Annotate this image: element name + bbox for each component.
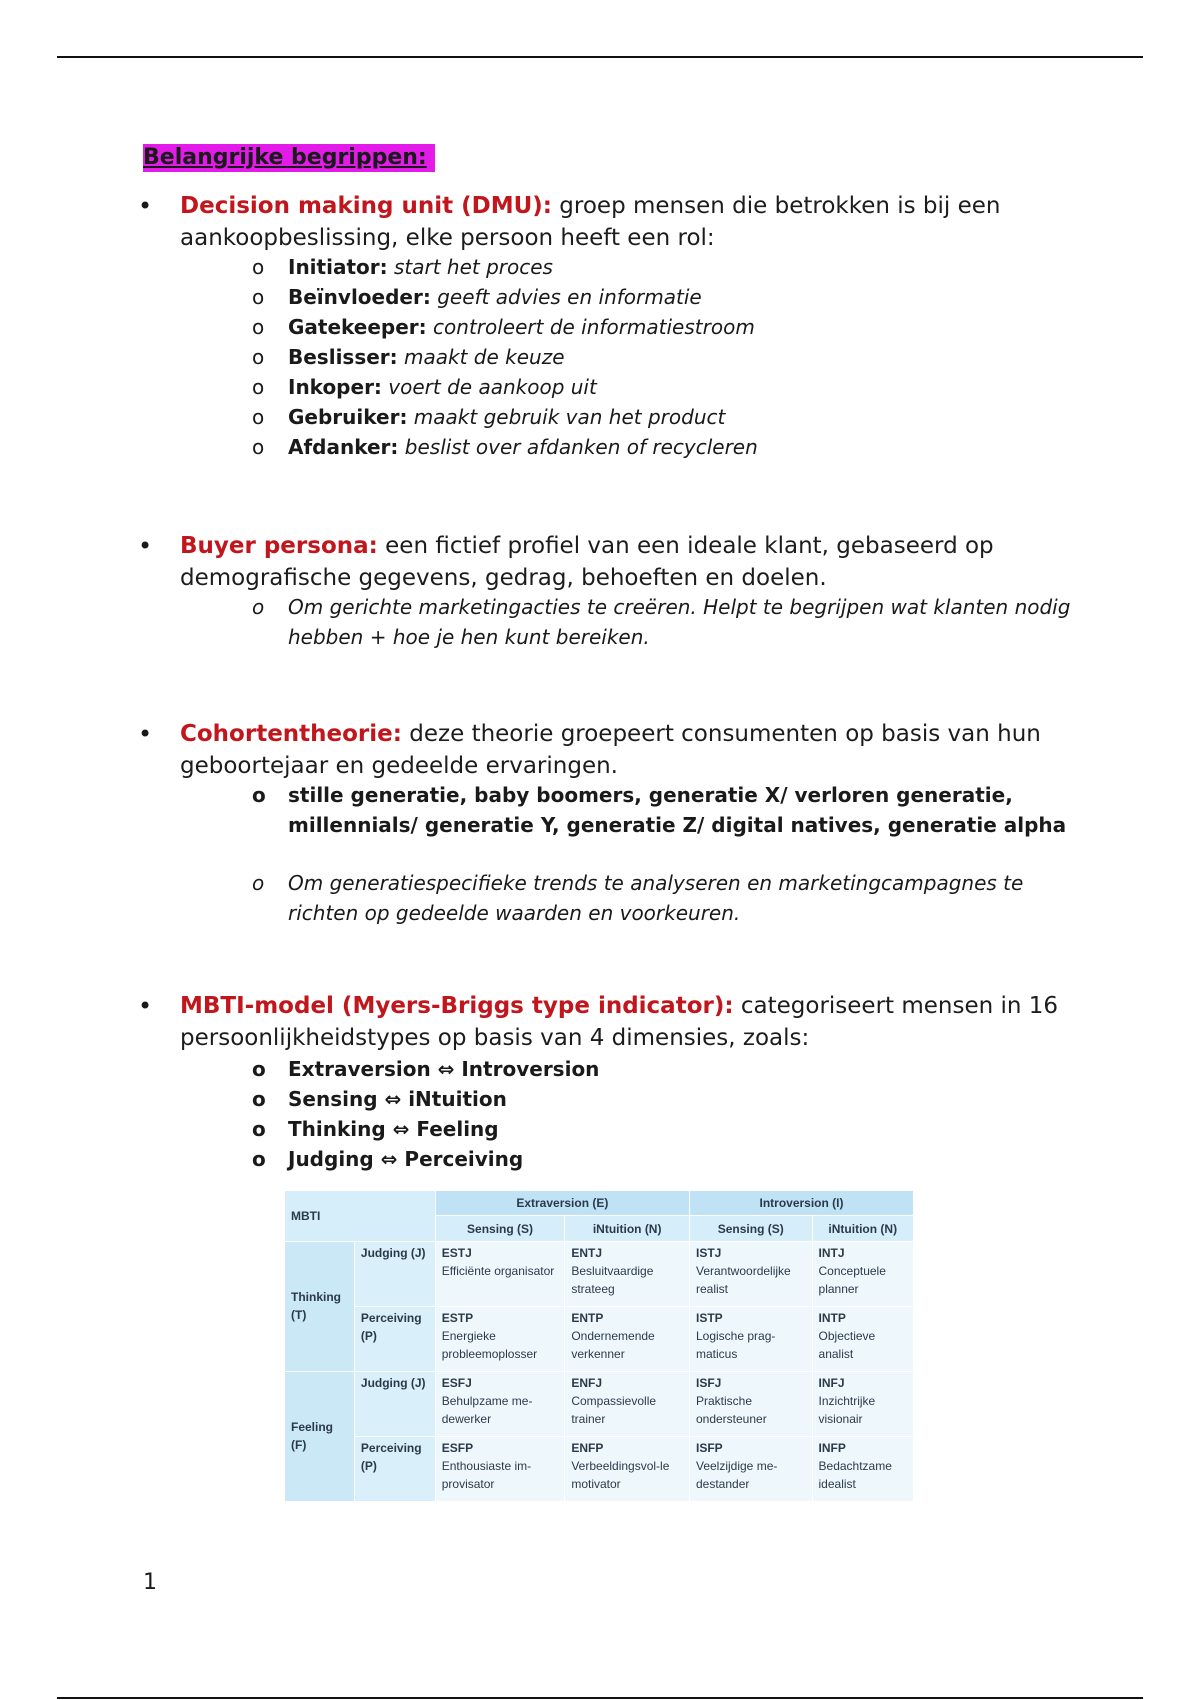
type-cell: ISTP Logische prag-maticus (689, 1306, 812, 1371)
type-cell: ESTJ Efficiënte organisator (435, 1241, 565, 1306)
dimension-label: Sensing ⇔ iNtuition (288, 1087, 507, 1111)
feeling-row-header: Feeling (F) (285, 1371, 355, 1501)
thinking-row-header: Thinking (T) (285, 1241, 355, 1371)
cohort-definition (180, 718, 1060, 782)
type-cell: ENFJ Compassievolle trainer (565, 1371, 690, 1436)
cohort-text: deze theorie groepeert consumenten op basis van hun geboortejaar en gedeelde ervaringen. (180, 721, 1041, 779)
mbti-dimension-item (252, 1114, 1072, 1144)
mbti-term: MBTI-model (Myers-Briggs type indicator): (180, 993, 734, 1019)
dmu-definition (180, 190, 1060, 254)
role-label: Initiator: (288, 255, 388, 279)
sub-marker-icon: o (252, 435, 265, 459)
mbti-text: categoriseert mensen in 16 persoonlijkheidstypes op basis van 4 dimensies, zoals: (180, 993, 1059, 1051)
sub-marker-icon: o (252, 375, 265, 399)
cohort-note-text: Om generatiespecifieke trends te analyseren en marketingcampagnes te richten op gedeelde waarden en voorkeuren. (288, 871, 1024, 925)
type-cell: ISFP Veelzijdige me-destander (689, 1436, 812, 1501)
judging-row-header: Judging (J) (354, 1241, 435, 1306)
mbti-table (284, 1190, 914, 1502)
extraversion-header: Extraversion (E) (435, 1191, 689, 1216)
type-cell: ENTP Ondernemende verkenner (565, 1306, 690, 1371)
type-cell: INFP Bedachtzame idealist (812, 1436, 913, 1501)
role-label: Beïnvloeder: (288, 285, 431, 309)
page-number: 1 (143, 1570, 157, 1595)
sub-marker-icon: o (252, 315, 265, 339)
type-cell: ENFP Verbeeldingsvol-le motivator (565, 1436, 690, 1501)
bullet-icon: • (138, 192, 153, 220)
dmu-role-item (252, 312, 1072, 342)
introversion-header: Introversion (I) (689, 1191, 913, 1216)
dmu-role-item (252, 372, 1072, 402)
role-desc: start het proces (387, 255, 553, 279)
sensing-header: Sensing (S) (689, 1216, 812, 1241)
sub-marker-icon: o (252, 595, 265, 619)
persona-definition (180, 530, 1060, 594)
mbti-dimension-item (252, 1084, 1072, 1114)
sub-marker-icon: o (252, 1057, 266, 1081)
persona-term: Buyer persona: (180, 533, 378, 559)
dmu-role-item (252, 402, 1072, 432)
type-cell: ESFP Enthousiaste im-provisator (435, 1436, 565, 1501)
sub-marker-icon: o (252, 783, 266, 807)
role-label: Afdanker: (288, 435, 399, 459)
sub-marker-icon: o (252, 871, 265, 895)
persona-text: een fictief profiel van een ideale klant, gebaseerd op demografische gegevens, gedrag, behoeften en doelen. (180, 533, 994, 591)
sub-marker-icon: o (252, 345, 265, 369)
dmu-role-item (252, 252, 1072, 282)
persona-note-text: Om gerichte marketingacties te creëren. Helpt te begrijpen wat klanten nodig hebben + hoe je hen kunt bereiken. (288, 595, 1071, 649)
type-cell: ISFJ Praktische ondersteuner (689, 1371, 812, 1436)
dimension-label: Extraversion ⇔ Introversion (288, 1057, 600, 1081)
footer-rule (57, 1697, 1143, 1699)
intuition-header: iNtuition (N) (565, 1216, 690, 1241)
cohort-term: Cohortentheorie: (180, 721, 402, 747)
mbti-dimension-item (252, 1054, 1072, 1084)
mbti-corner: MBTI (285, 1191, 436, 1242)
role-desc: voert de aankoop uit (381, 375, 597, 399)
type-cell: ESFJ Behulpzame me-dewerker (435, 1371, 565, 1436)
sub-marker-icon: o (252, 405, 265, 429)
sub-marker-icon: o (252, 255, 265, 279)
perceiving-row-header: Perceiving (P) (354, 1306, 435, 1371)
dmu-role-item (252, 282, 1072, 312)
role-label: Gatekeeper: (288, 315, 427, 339)
mbti-dimension-item (252, 1144, 1072, 1174)
generations-list: stille generatie, baby boomers, generatie X/ verloren generatie, millennials/ generatie Y, generatie Z/ digital natives, generatie alpha (288, 783, 1067, 837)
persona-note (252, 592, 1072, 652)
section-heading: Belangrijke begrippen: (143, 144, 435, 172)
type-cell: ENTJ Besluitvaardige strateeg (565, 1241, 690, 1306)
sensing-header: Sensing (S) (435, 1216, 565, 1241)
type-cell: INTP Objectieve analist (812, 1306, 913, 1371)
type-cell: ISTJ Verantwoordelijke realist (689, 1241, 812, 1306)
bullet-icon: • (138, 992, 153, 1020)
sub-marker-icon: o (252, 1117, 266, 1141)
cohort-generations (252, 780, 1072, 840)
role-desc: maakt de keuze (397, 345, 565, 369)
header-rule (57, 56, 1143, 58)
dimension-label: Thinking ⇔ Feeling (288, 1117, 499, 1141)
perceiving-row-header: Perceiving (P) (354, 1436, 435, 1501)
mbti-definition (180, 990, 1060, 1054)
role-desc: controleert de informatiestroom (426, 315, 755, 339)
role-desc: maakt gebruik van het product (407, 405, 726, 429)
intuition-header: iNtuition (N) (812, 1216, 913, 1241)
type-cell: INFJ Inzichtrijke visionair (812, 1371, 913, 1436)
type-cell: ESTP Energieke probleemoplosser (435, 1306, 565, 1371)
role-desc: beslist over afdanken of recycleren (398, 435, 758, 459)
dmu-term: Decision making unit (DMU): (180, 193, 552, 219)
sub-marker-icon: o (252, 285, 265, 309)
role-label: Inkoper: (288, 375, 382, 399)
role-desc: geeft advies en informatie (430, 285, 702, 309)
dmu-text: groep mensen die betrokken is bij een aankoopbeslissing, elke persoon heeft een rol: (180, 193, 1001, 251)
cohort-note (252, 868, 1072, 928)
dimension-label: Judging ⇔ Perceiving (288, 1147, 524, 1171)
role-label: Beslisser: (288, 345, 398, 369)
role-label: Gebruiker: (288, 405, 408, 429)
sub-marker-icon: o (252, 1087, 266, 1111)
dmu-role-item (252, 342, 1072, 372)
sub-marker-icon: o (252, 1147, 266, 1171)
bullet-icon: • (138, 720, 153, 748)
judging-row-header: Judging (J) (354, 1371, 435, 1436)
type-cell: INTJ Conceptuele planner (812, 1241, 913, 1306)
bullet-icon: • (138, 532, 153, 560)
dmu-role-item (252, 432, 1072, 462)
